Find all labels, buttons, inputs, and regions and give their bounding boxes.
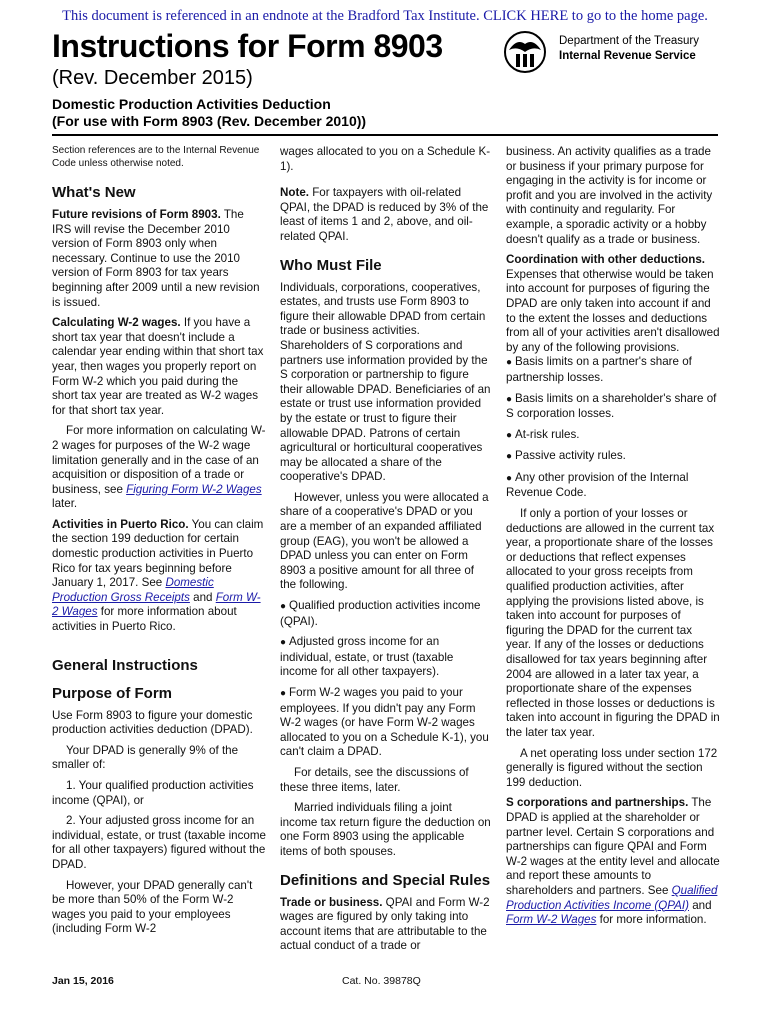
bradford-banner-link[interactable]: This document is referenced in an endnote at the Bradford Tax Institute. CLICK HERE to go to the home page. <box>62 8 708 24</box>
figuring-w2-wages-link[interactable]: Figuring Form W-2 Wages <box>126 482 262 496</box>
footer-date: Jan 15, 2016 <box>52 975 114 987</box>
note-paragraph: Note. For taxpayers with oil-related QPAI, the DPAD is reduced by 3% of the least of items 1 and 2, above, and oil-related QPAI. <box>280 186 489 243</box>
footer-catalog-number: Cat. No. 39878Q <box>342 975 421 987</box>
wages-continued: wages allocated to you on a Schedule K-1). <box>280 145 491 173</box>
trade-business-paragraph: Trade or business. QPAI and Form W-2 wages are figured by only taking into account items that are attributable to the actual conduct of a trade or <box>280 895 490 953</box>
revision-date: (Rev. December 2015) <box>52 67 253 89</box>
bullet-other: ● Any other provision of the Internal Revenue Code. <box>506 470 689 500</box>
puerto-rico-paragraph: Activities in Puerto Rico. You can claim the section 199 deduction for certain domestic production activities in Puerto Rico for tax years beginning before January 1, 2017. See Domestic Production Gross Receipts and Form W-2 Wages for more information about activities in Puerto Rico. <box>52 517 264 634</box>
general-instructions-heading: General Instructions <box>52 656 198 674</box>
definitions-heading: Definitions and Special Rules <box>280 871 491 889</box>
agency-block <box>559 34 699 64</box>
whats-new-heading: What's New <box>52 184 136 201</box>
bullet-partner-basis: ● Basis limits on a partner's share of partnership losses. <box>506 355 692 384</box>
bullet-agi: ● Adjusted gross income for an individual, estate, or trust (taxable income for all other taxpayers). <box>280 635 454 679</box>
s-corp-paragraph: S corporations and partnerships. The DPAD is applied at the shareholder or partner level. Certain S corporations and partnerships can figure QPAI and Form W-2 wages at the entity level and allocate and report these amounts to shareholders and partners. See Qualified Production Activities Income (QPAI) and Form W-2 Wages for more information. <box>506 796 720 927</box>
business-continued: business. An activity qualifies as a trade or business if your primary purpose for engaging in the activity is for income or profit and you are involved in the activity with continuity and regularity. For example, a sporadic activity or a hobby doesn't qualify as a trade or business. <box>506 145 713 246</box>
purpose-paragraph: Use Form 8903 to figure your domestic production activities deduction (DPAD). <box>52 708 253 737</box>
nol-paragraph: A net operating loss under section 172 generally is figured without the section 199 deduction. <box>506 746 718 789</box>
item-2: 2. Your adjusted gross income for an individual, estate, or trust (taxable income for all other taxpayers) figured without the DPAD. <box>52 814 266 871</box>
agency-irs: Internal Revenue Service <box>559 50 696 62</box>
bullet-at-risk: ● At-risk rules. <box>506 427 580 441</box>
form-w2-wages-link[interactable]: Form W-2 Wages <box>506 913 597 927</box>
future-revisions-paragraph: Future revisions of Form 8903. The IRS will revise the December 2010 version of Form 8903 only when necessary. Continue to use the 2010 version of Form 8903 for tax years beginning after 2009 until a new revision is issued. <box>52 208 260 309</box>
subtitle-line-1: Domestic Production Activities Deduction <box>52 96 331 112</box>
qpai-link[interactable]: Qualified Production Activities Income (QPAI) <box>506 883 718 912</box>
item-1: 1. Your qualified production activities income (QPAI), or <box>52 779 254 807</box>
calculating-w2-paragraph: Calculating W-2 wages. If you have a short tax year that doesn't include a calendar year ending within that short tax year, then wages you properly report on Form W-2 which you paid during the short tax year are treated as W-2 wages for that short tax year. <box>52 316 264 417</box>
gross-receipts-link[interactable]: Domestic Production Gross Receipts <box>52 576 214 604</box>
irs-eagle-logo <box>503 30 553 74</box>
however-paragraph: However, unless you were allocated a share of a cooperative's DPAD or you are a member of an expanded affiliated group (EAG), you won't be allowed a DPAD unless you can enter on Form 8903 a positive amount for all three of the following. <box>280 490 489 592</box>
coordination-paragraph: Coordination with other deductions. Expenses that otherwise would be taken into account for purposes of figuring the DPAD are only taken into account if and to the extent the losses and deductions from all of your activities aren't disallowed by any of the following provisions. <box>506 253 720 354</box>
form-subtitle <box>52 96 366 130</box>
more-info-paragraph: For more information on calculating W-2 wages for purposes of the W-2 wage limitation generally and in the case of an acquisition or disposition of a trade or business, see Figuring Form W-2 Wages later. <box>52 424 266 511</box>
column-1 <box>52 145 266 943</box>
bullet-w2-wages: ● Form W-2 wages you paid to your employees. If you didn't pay any Form W-2 wages (or have Form W-2 wages allocated to you on a Schedule K-1), you can't claim a DPAD. <box>280 686 489 759</box>
who-must-file-heading: Who Must File <box>280 256 382 274</box>
bullet-qpai: ● Qualified production activities income (QPAI). <box>280 599 481 628</box>
purpose-heading: Purpose of Form <box>52 684 173 702</box>
subtitle-line-2: (For use with Form 8903 (Rev. December 2010)) <box>52 113 367 129</box>
dpad-generally-paragraph: Your DPAD is generally 9% of the smaller of: <box>52 743 239 772</box>
bullet-passive: ● Passive activity rules. <box>506 449 626 463</box>
header-divider <box>52 134 718 136</box>
column-2 <box>280 145 492 960</box>
however-limit-paragraph: However, your DPAD generally can't be more than 50% of the Form W-2 wages you paid to your employees (including Form W-2 <box>52 878 253 936</box>
details-paragraph: For details, see the discussions of these three items, later. <box>280 765 469 794</box>
married-paragraph: Married individuals filing a joint income tax return figure the deduction on one Form 8903 using the applicable items of both spouses. <box>280 801 491 858</box>
column-3 <box>506 145 720 934</box>
bullet-shareholder-basis: ● Basis limits on a shareholder's share of S corporation losses. <box>506 391 717 421</box>
portion-paragraph: If only a portion of your losses or deductions are allowed in the current tax year, a proportionate share of the losses or deductions that reflect expenses allocated to your gross receipts from qualified production activities, after applying the provisions listed above, is taken into account for purposes of figuring the DPAD for the current tax year. If any of the losses or deductions disallowed for tax years beginning after 2004 are allowed in a later tax year, a proportionate share of the expenses reflected in those losses or deductions is taken into account in figuring the DPAD in the later tax year. <box>506 507 720 739</box>
page-title: Instructions for Form 8903 <box>52 28 443 64</box>
who-must-file-paragraph: Individuals, corporations, cooperatives, estates, and trusts use Form 8903 to figure their allowable DPAD from certain trade or business activities. Shareholders of S corporations and partners use information provided by the S corporation or partnership to figure their allowable DPAD. Beneficiaries of an estate or trust use information provided by the estate or trust to figure their allowable DPAD. Patrons of certain agricultural or horticultural cooperatives may be allocated a share of the cooperative's DPAD. <box>280 280 491 484</box>
section-references-note: Section references are to the Internal Revenue Code unless otherwise noted. <box>52 145 260 169</box>
w2-wages-link[interactable]: Form W-2 Wages <box>52 590 261 619</box>
agency-department: Department of the Treasury <box>559 35 699 47</box>
